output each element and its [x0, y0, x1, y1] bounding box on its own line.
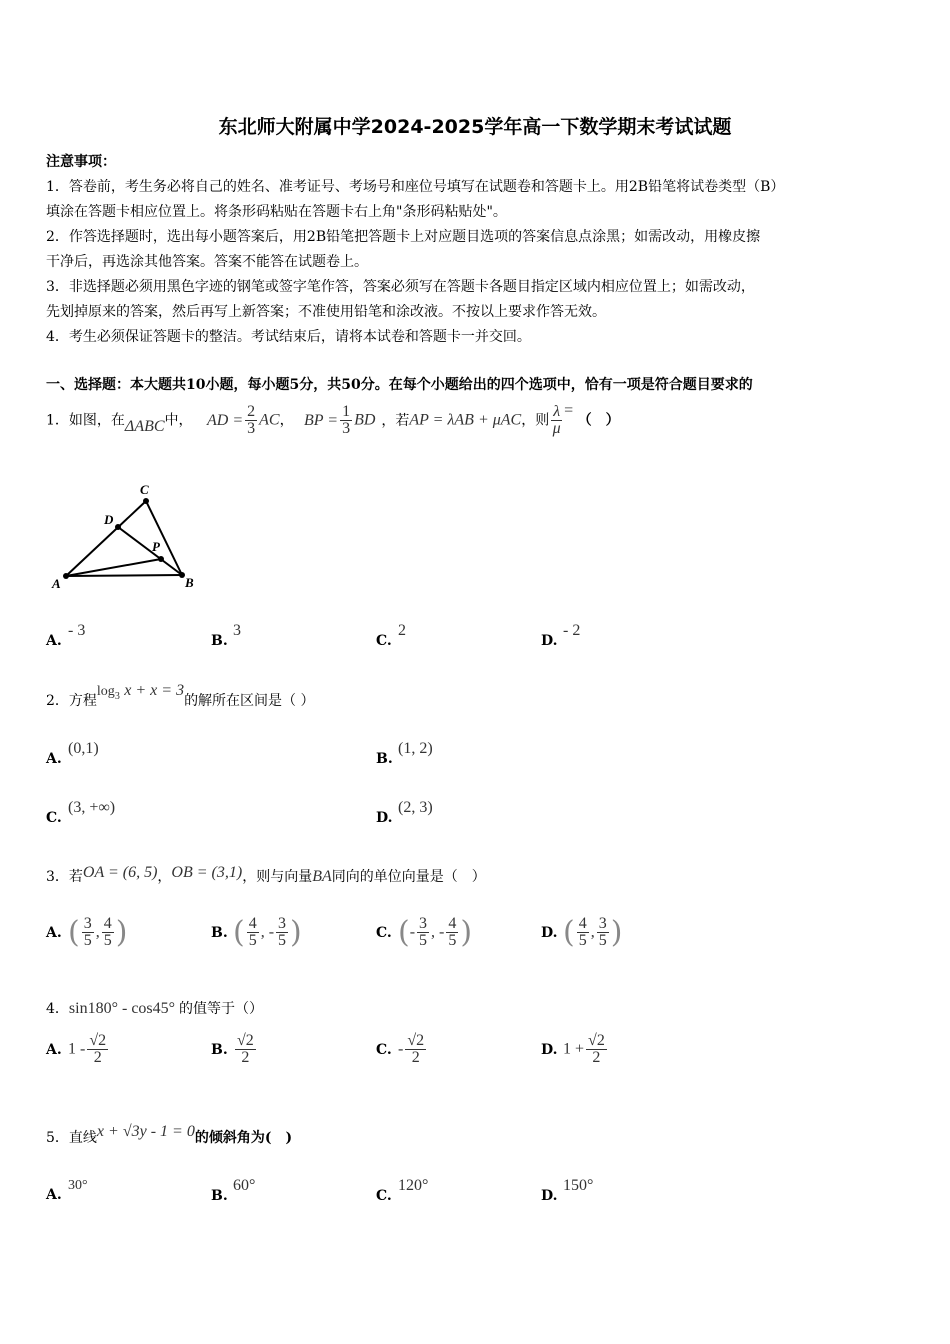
q1-ad: AD = [206, 411, 244, 429]
edge-ab [66, 575, 182, 576]
q4-prefix: 4． [46, 1001, 69, 1017]
q3-prefix: 3．若 [46, 869, 83, 885]
section-heading: 一、选择题：本大题共10小题，每小题5分，共50分。在每个小题给出的四个选项中，恰有一项是符合题目要求的 [46, 377, 753, 393]
q4-option-a[interactable]: A. 1 - $\frac{√2}{2}$ [46, 1032, 107, 1066]
q1-triangle: ΔABC [124, 417, 165, 435]
triangle-figure [46, 478, 206, 593]
label-c: C [140, 482, 149, 497]
q4-suffix: 的值等于（） [179, 1001, 264, 1017]
q5-expression: x + √3y - 1 = 0 [96, 1123, 195, 1140]
q1-option-a[interactable]: A.- 3 [46, 622, 86, 649]
label-p: P [152, 539, 160, 554]
q1-ad-fraction: $\frac{2}{3}$ [247, 403, 256, 437]
point-p [158, 556, 164, 562]
q2-option-a[interactable]: A.(0,1) [46, 740, 99, 767]
notice-line: 1．答卷前，考生务必将自己的姓名、准考证号、考场号和座位号填写在试题卷和答题卡上。用2B铅笔将试卷类型（B） [46, 179, 785, 195]
label-d: D [104, 512, 114, 527]
label-b: B [185, 575, 194, 590]
notice-line: 干净后，再选涂其他答案。答案不能答在试题卷上。 [46, 254, 368, 270]
notice-block [46, 150, 906, 350]
point-d [115, 524, 121, 530]
notice-heading: 注意事项： [46, 154, 116, 170]
page-title: 东北师大附属中学2024-2025学年高一下数学期末考试试题 [218, 116, 732, 138]
q3-suffix: 同向的单位向量是（ ） [331, 869, 486, 885]
q1-prefix: 1．如图，在 [46, 412, 125, 429]
q1-ruo: ，若 [381, 412, 410, 429]
q1-bd: BD [354, 411, 376, 429]
edge-db [118, 527, 182, 575]
notice-line: 填涂在答题卡相应位置上。将条形码粘贴在答题卡右上角"条形码粘贴处"。 [46, 204, 507, 220]
q3-sep: ， [157, 869, 172, 885]
q3-option-c[interactable]: C. (- $\frac{3}{5}$ , - $\frac{4}{5}$ ) [376, 915, 473, 950]
q1-ac: AC [259, 411, 280, 429]
q4-option-b[interactable]: B. $\frac{√2}{2}$ [211, 1032, 254, 1066]
q2-equation: $\log_3 x + x = 3$ [96, 682, 185, 702]
q1-bp-fraction: $\frac{1}{3}$ [342, 403, 351, 437]
q1-mid: 中， [164, 412, 193, 429]
q5-suffix: 的倾斜角为( ) [194, 1130, 293, 1146]
q3-mid: ，则与向量 [242, 869, 313, 885]
q3-ba: BA [312, 868, 332, 885]
q1-bp: BP = [304, 411, 339, 429]
q3-ob: OB = (3,1) [171, 864, 243, 881]
q2-suffix: 的解所在区间是（ ） [184, 693, 315, 709]
q3-option-a[interactable]: A. ( $\frac{3}{5}$ , $\frac{4}{5}$ ) [46, 915, 128, 950]
q4-expression: sin180° - cos45° [68, 1000, 176, 1017]
question-1 [46, 401, 620, 437]
q3-oa: OA = (6, 5) [82, 864, 158, 881]
q5-option-a[interactable]: A.30° [46, 1178, 88, 1203]
q1-eq: = [564, 401, 574, 419]
q2-option-c[interactable]: C.(3, +∞) [46, 799, 116, 826]
question-4 [46, 998, 263, 1018]
q4-option-d[interactable]: D. 1 + $\frac{√2}{2}$ [541, 1032, 605, 1066]
label-a: A [52, 576, 61, 591]
q4-option-c[interactable]: C. - $\frac{√2}{2}$ [376, 1032, 425, 1066]
q1-comma: ， [279, 412, 294, 429]
notice-line: 3．非选择题必须用黑色字迹的钢笔或签字笔作答，答案必须写在答题卡各题目指定区域内相应位置上；如需改动， [46, 279, 755, 295]
notice-line: 2．作答选择题时，选出每小题答案后，用2B铅笔把答题卡上对应题目选项的答案信息点涂黑；如需改动，用橡皮擦 [46, 229, 761, 245]
q1-option-b[interactable]: B.3 [211, 622, 241, 649]
q5-prefix: 5．直线 [46, 1130, 97, 1146]
q2-option-b[interactable]: B.(1, 2) [376, 740, 433, 767]
q1-ze: ，则 [521, 412, 550, 429]
q5-option-d[interactable]: D.150° [541, 1177, 594, 1204]
point-a [63, 573, 69, 579]
q1-ap: AP = λAB + μAC [409, 411, 522, 429]
q2-prefix: 2．方程 [46, 693, 97, 709]
question-5 [46, 1123, 293, 1147]
q1-option-c[interactable]: C.2 [376, 622, 406, 649]
notice-line: 4．考生必须保证答题卡的整洁。考试结束后，请将本试卷和答题卡一并交回。 [46, 329, 531, 345]
question-3 [46, 866, 486, 886]
q3-option-b[interactable]: B. ( $\frac{4}{5}$ , - $\frac{3}{5}$ ) [211, 915, 302, 950]
point-c [143, 498, 149, 504]
question-2 [46, 682, 315, 712]
edge-cb [146, 501, 182, 575]
q1-ratio: $\frac{\lambda}{\mu}$ [552, 403, 561, 437]
q3-option-d[interactable]: D. ( $\frac{4}{5}$ , $\frac{3}{5}$ ) [541, 915, 623, 950]
notice-line: 先划掉原来的答案，然后再写上新答案；不准使用铅笔和涂改液。不按以上要求作答无效。 [46, 304, 606, 320]
q1-option-d[interactable]: D.- 2 [541, 622, 581, 649]
q5-option-c[interactable]: C.120° [376, 1177, 429, 1204]
q1-blank: （ ） [577, 412, 620, 429]
q2-option-d[interactable]: D.(2, 3) [376, 799, 433, 826]
q5-option-b[interactable]: B.60° [211, 1177, 256, 1204]
